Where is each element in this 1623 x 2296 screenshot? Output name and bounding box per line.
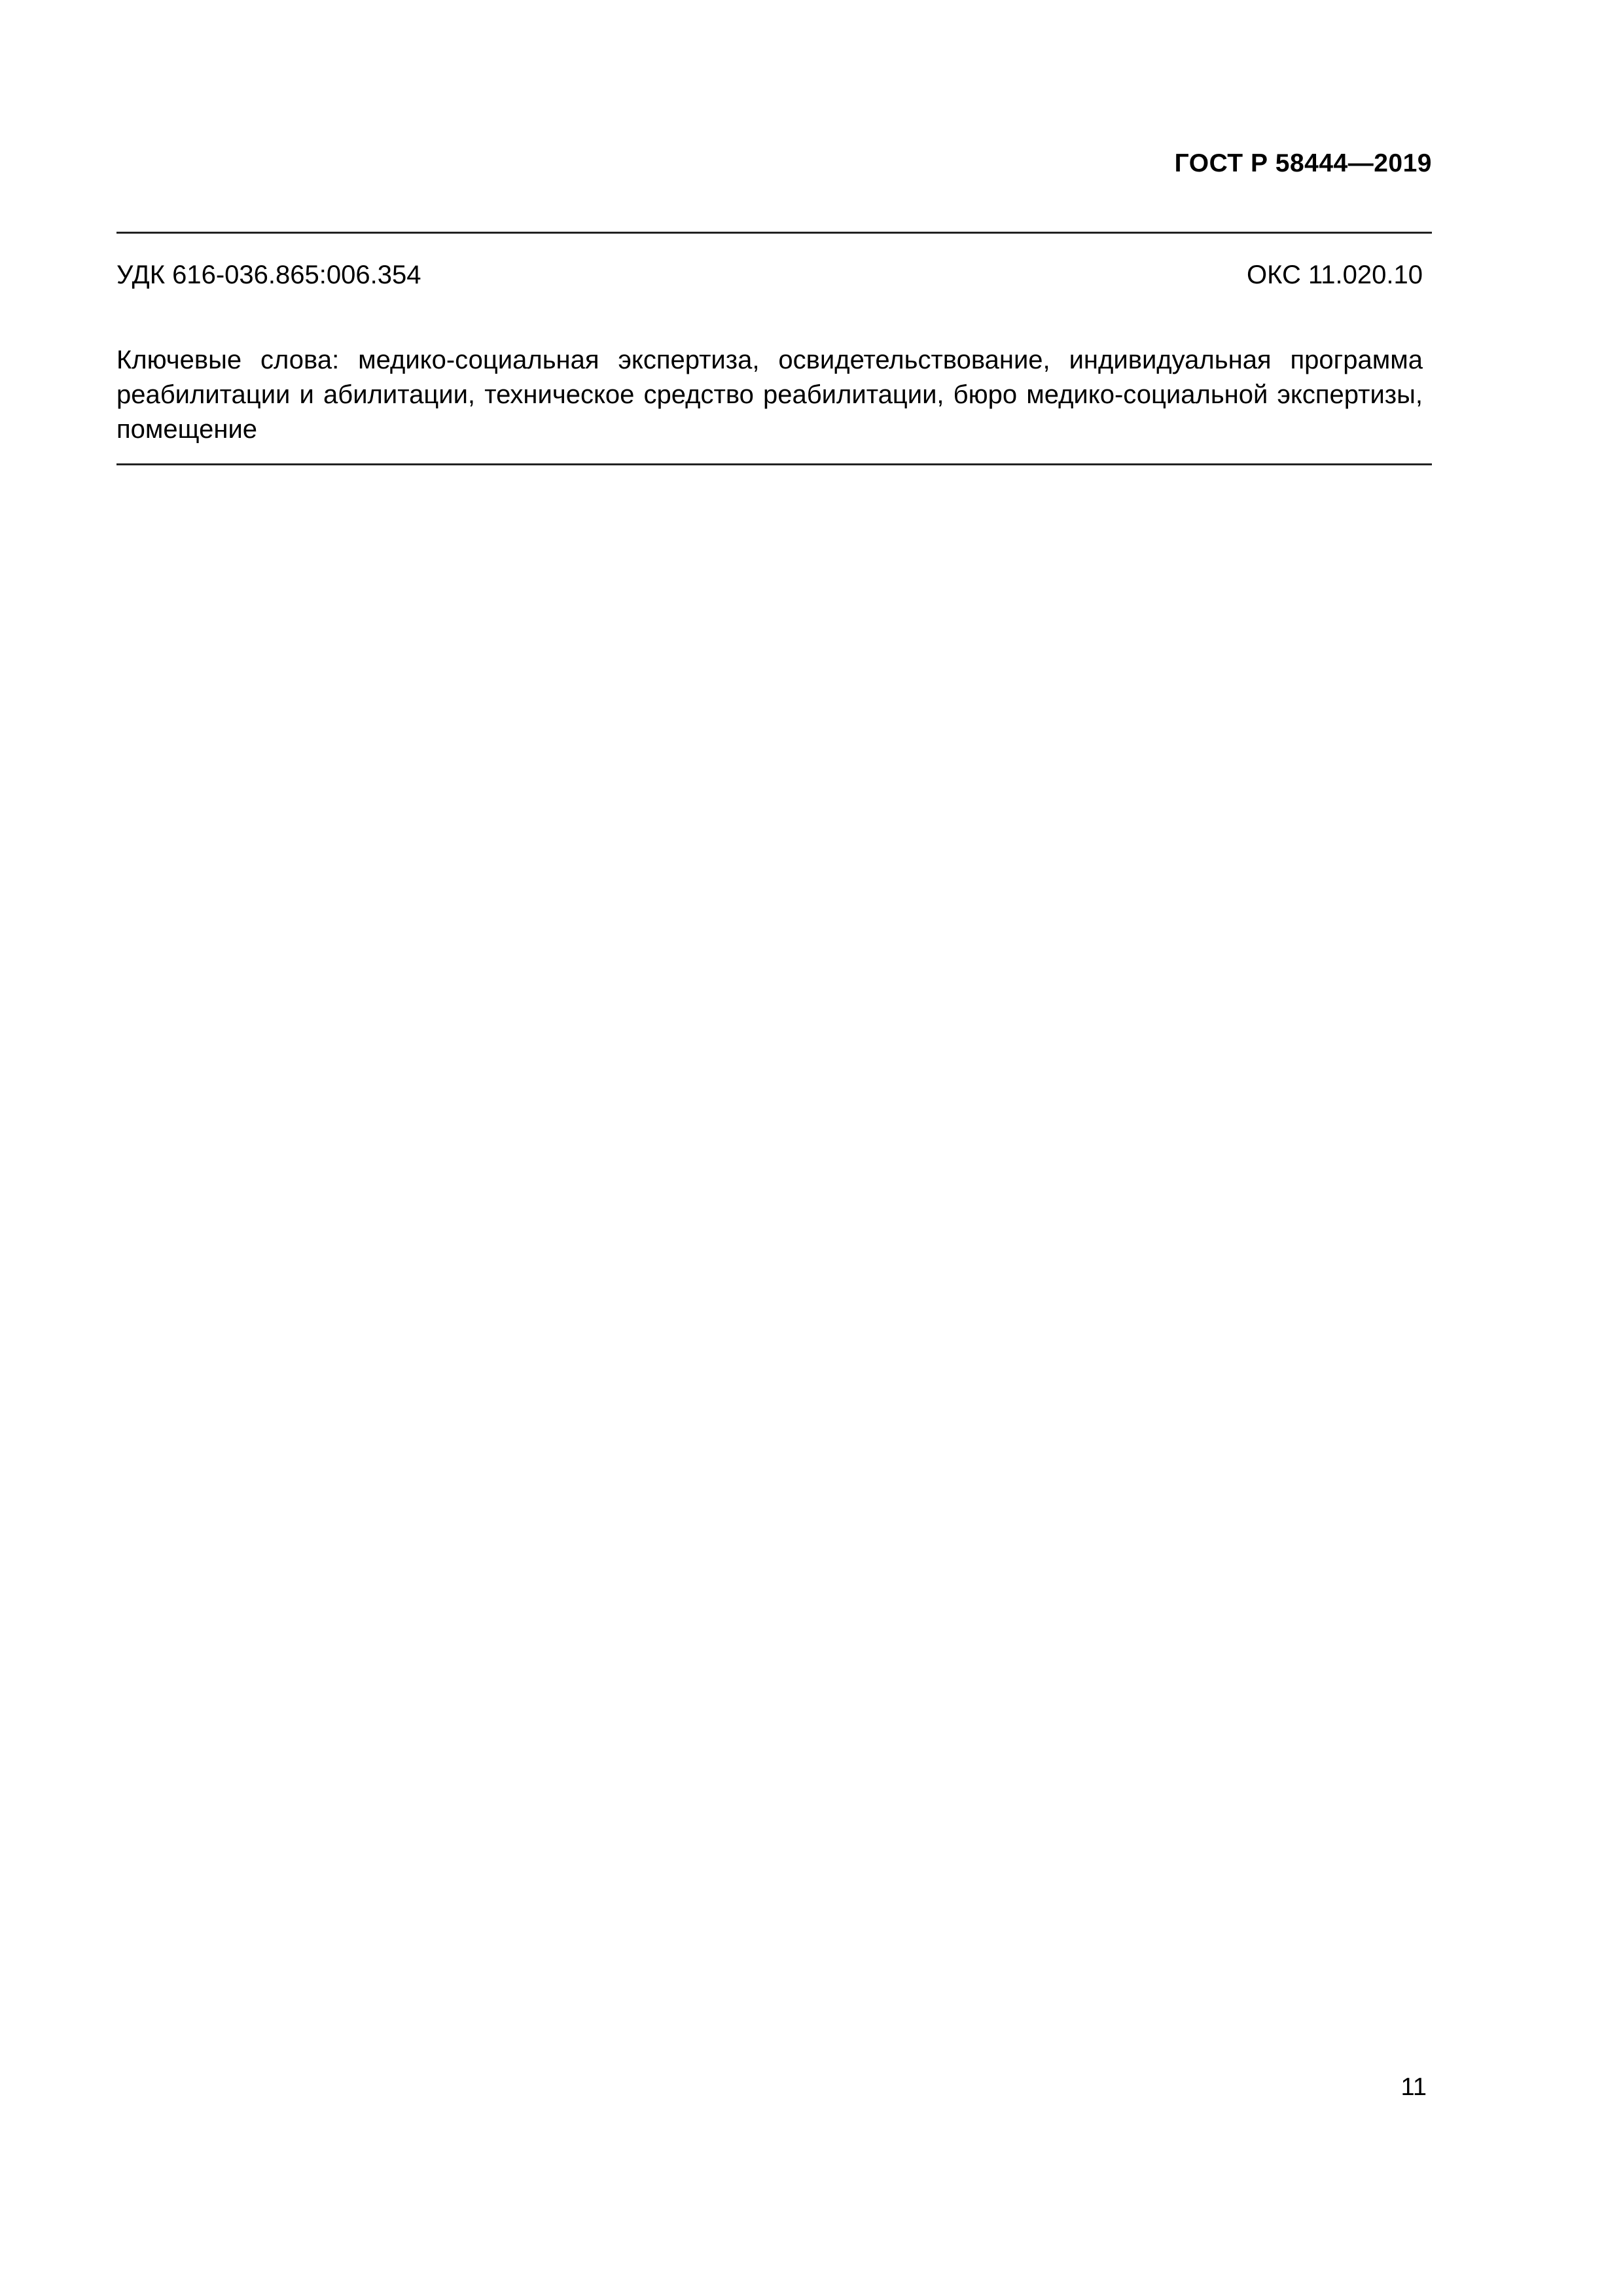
standard-designation: ГОСТ Р 58444—2019: [1174, 149, 1432, 177]
top-divider: [116, 232, 1432, 234]
oks-code: ОКС 11.020.10: [1247, 260, 1423, 289]
bottom-divider: [116, 463, 1432, 465]
udk-code: УДК 616-036.865:006.354: [116, 260, 421, 289]
keywords-paragraph: Ключевые слова: медико-социальная экспертиза, освидетельствование, индивидуальная программа реабилитации и абилитации, техническое средство реабилитации, бюро медико-социальной экспертизы, помещение: [116, 346, 1423, 444]
page-number: 11: [1400, 2073, 1427, 2101]
classification-row: [116, 260, 1423, 290]
